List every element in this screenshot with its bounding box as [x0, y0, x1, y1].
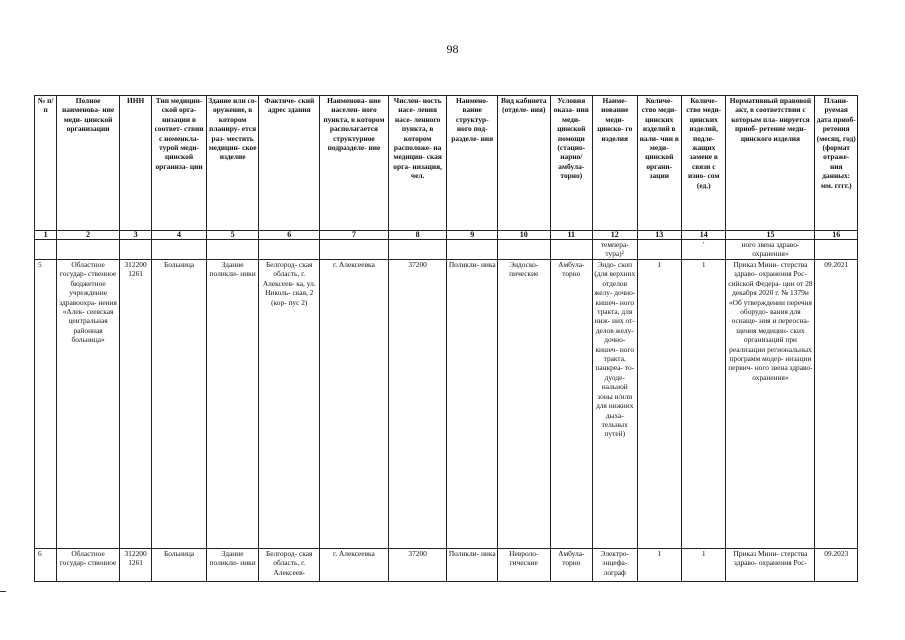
cell-type: Больница	[152, 260, 207, 549]
column-number: 7	[320, 231, 389, 240]
column-number: 5	[206, 231, 259, 240]
header-row	[35, 96, 858, 231]
column-number: 12	[593, 231, 637, 240]
cell-device: Эндо- скоп (для верхних отделов желу- дочно- кишеч- ного тракта, для ниж- них от- делов желу- дочно- кишеч- ного тракта, панкреа- то- дуоде- нальной зоны и/или для нижних дыха- тельных путей)	[593, 260, 637, 549]
header-cell-cabinet: Вид кабинета (отделе- ния)	[498, 96, 551, 231]
table-row	[35, 260, 858, 549]
continuation-mark: '	[681, 240, 725, 260]
cell-qty-available: 1	[637, 549, 681, 582]
column-number: 1	[35, 231, 57, 240]
cell-cabinet: Невроло- гические	[498, 549, 551, 582]
header-cell-address: Фактиче- ский адрес здания	[259, 96, 320, 231]
header-cell-qty-replace: Количе- ство меди- цинских изделий, подле- жащих замене в связи с изно- сом (ед.)	[681, 96, 725, 231]
header-cell-qty-available: Количе- ство меди- цинских изделий в нали- чии в меди- цинской органи- зации	[637, 96, 681, 231]
column-number: 2	[57, 231, 120, 240]
margin-mark	[0, 591, 6, 592]
column-number: 16	[815, 231, 858, 240]
cell-device: Электро- энцефа- лограф	[593, 549, 637, 582]
cell-cabinet: Эндоско- пические	[498, 260, 551, 549]
cell-act: Приказ Мини- стерства здраво- охранения Рос- сийской Федера- ции от 28 декабря 2020 г. № 1379н «Об утверждении перечня оборудо- вания для оснаще- ния и переосна- щения медицин- ских организаций при реализации региональных программ модер- низации первич- ного звена здраво- охранения»	[726, 260, 815, 549]
cell-settlement: г. Алексеевка	[320, 549, 389, 582]
continuation-device-cell	[593, 240, 637, 260]
column-number: 13	[637, 231, 681, 240]
column-number: 15	[726, 231, 815, 240]
header-cell-building: Здание или со- оружение, в котором планиру- ется раз- местить медицин- ское изделие	[206, 96, 259, 231]
header-cell-population: Числен- ность насе- ления насе- ленного пункта, в котором расположе- на медицин- ская орга- низация, чел.	[388, 96, 447, 231]
header-cell-inn: ИНН	[119, 96, 151, 231]
continuation-device: темпера- тура)	[600, 240, 629, 259]
cell-type: Больница	[152, 549, 207, 582]
cell-subdivision: Поликли- ника	[447, 549, 498, 582]
cell-settlement: г. Алексеевка	[320, 260, 389, 549]
column-number: 9	[447, 231, 498, 240]
header-cell-conditions: Условия оказа- ния меди- цинской помощи (стацио- нарно/ амбула- торно)	[550, 96, 592, 231]
cell-inn: 312200 1261	[119, 260, 151, 549]
column-number: 14	[681, 231, 725, 240]
column-number: 8	[388, 231, 447, 240]
cell-qty-replace: 1	[681, 260, 725, 549]
cell-inn: 312200 1261	[119, 549, 151, 582]
column-number: 11	[550, 231, 592, 240]
cell-date: 09.2021	[815, 260, 858, 549]
header-cell-type: Тип медицин- ской орга- низации в соответ- ствии с номенкла- турой меди- цинской организа- ции	[152, 96, 207, 231]
continuation-act: ного звена здраво- охранения»	[726, 240, 815, 260]
cell-building: Здание поликли- ники	[206, 549, 259, 582]
cell-org: Областное государ- ственное бюджетное учреждение здравоохра- нения «Алек- сеевская центральная районная больница»	[57, 260, 120, 549]
column-number: 4	[152, 231, 207, 240]
continuation-row	[35, 240, 858, 260]
cell-qty-replace: 1	[681, 549, 725, 582]
cell-subdivision: Поликли- ника	[447, 260, 498, 549]
column-number-row	[35, 231, 858, 240]
cell-address: Белгород- ская область, г. Алексеев- ка, ул. Николь- ская, 2 (кор- пус 2)	[259, 260, 320, 549]
cell-num: 5	[35, 260, 57, 549]
header-cell-subdivision: Наимено- вание структур- ного под- разделе- ния	[447, 96, 498, 231]
cell-org: Областное государ- ственное	[57, 549, 120, 582]
header-cell-num: № п/п	[35, 96, 57, 231]
equipment-table	[34, 95, 858, 582]
header-cell-act: Нормативный правовой акт, в соответствии с которым пла- нируется приоб- ретение меди- цинского изделия	[726, 96, 815, 231]
cell-qty-available: 1	[637, 260, 681, 549]
header-cell-device: Наиме- нование меди- цинско- го изделия	[593, 96, 637, 231]
footnote-marker: 2	[621, 251, 625, 257]
page-number: 98	[446, 42, 459, 56]
cell-act: Приказ Мини- стерства здраво- охранения Рос-	[726, 549, 815, 582]
table-row	[35, 549, 858, 582]
cell-population: 37200	[388, 260, 447, 549]
header-cell-org: Полное наименова- ние меди- цинской организации	[57, 96, 120, 231]
cell-address: Белгород- ская область, г. Алексеев-	[259, 549, 320, 582]
header-cell-date: Плани- руемая дата приоб- ретения (месяц, год) (формат отраже- ния данных: мм. гггг.)	[815, 96, 858, 231]
cell-num: 6	[35, 549, 57, 582]
column-number: 10	[498, 231, 551, 240]
cell-building: Здание поликли- ники	[206, 260, 259, 549]
cell-date: 09.2023	[815, 549, 858, 582]
column-number: 3	[119, 231, 151, 240]
cell-population: 37200	[388, 549, 447, 582]
cell-conditions: Амбула- торно	[550, 260, 592, 549]
cell-conditions: Амбула- торно	[550, 549, 592, 582]
column-number: 6	[259, 231, 320, 240]
header-cell-settlement: Наименова- ние населен- ного пункта, в котором располагается структурное подразделе- ние	[320, 96, 389, 231]
